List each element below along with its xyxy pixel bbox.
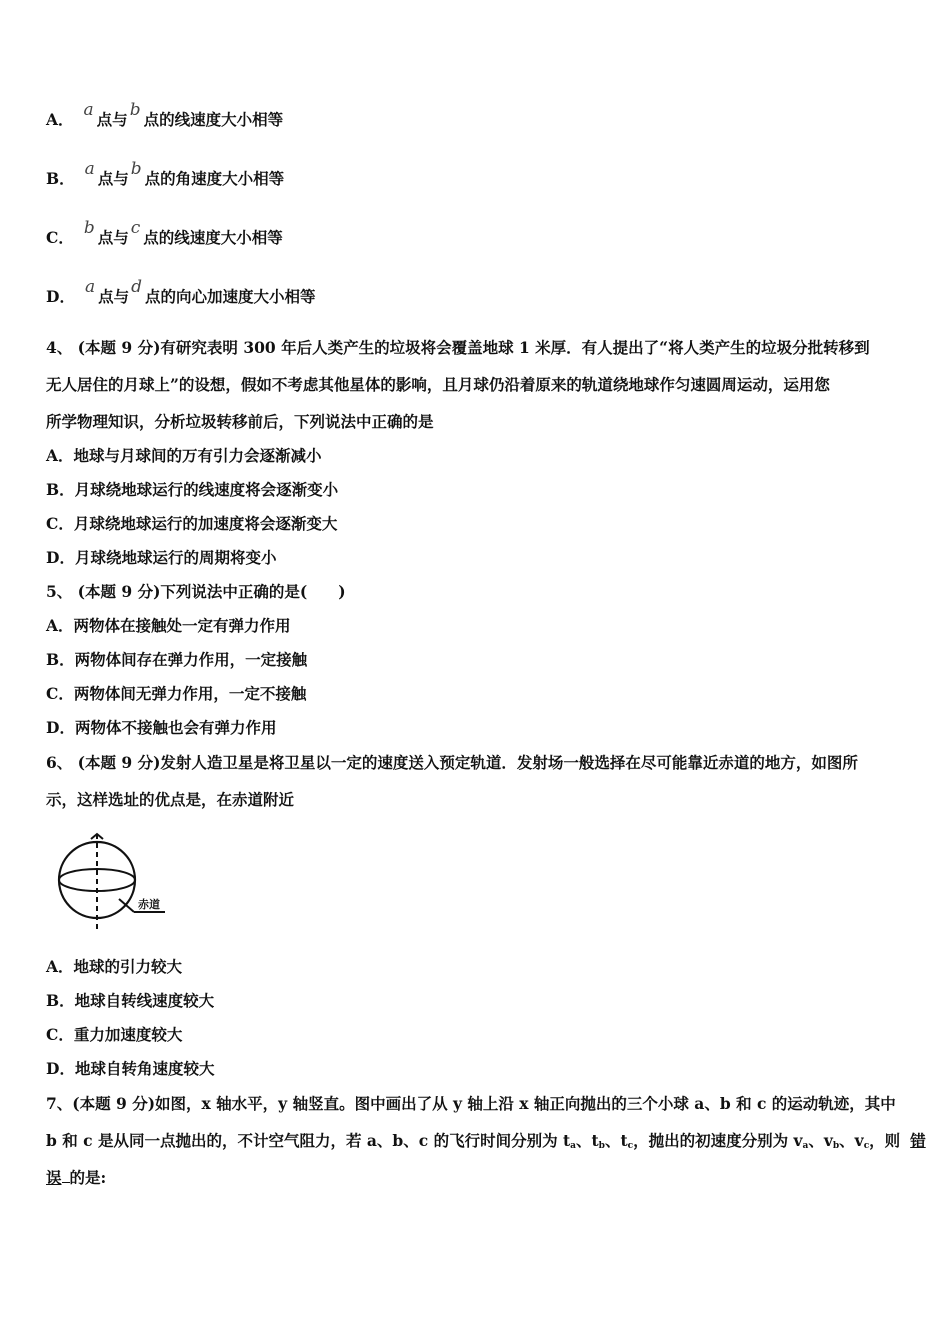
q4-option-b: B．月球绕地球运行的线速度将会逐渐变小 [46,480,339,499]
option-text: 点的向心加速度大小相等 [145,287,316,306]
variable: c [130,218,141,238]
q6-option-c: C．重力加速度较大 [46,1025,183,1044]
variable: b [83,218,95,238]
q5-stem: 5、 (本题 9 分)下列说法中正确的是( ) [46,582,346,601]
text-run: b 和 c 是从同一点抛出的，不计空气阻力，若 a、b、c 的飞行时间分别为 t [46,1131,571,1150]
option-connector: 点与 [97,169,129,188]
option-label: B． [46,169,75,188]
variable: b [130,159,142,179]
q5-option-d: D．两物体不接触也会有弹力作用 [46,718,277,737]
option-connector: 点与 [97,228,129,247]
text-run: 、t [604,1131,628,1150]
earth-equator-figure [52,832,172,932]
variable: b [129,100,141,120]
option-connector: 点与 [98,287,130,306]
text-run: 、v [839,1131,864,1150]
q6-stem-line1: 6、 (本题 9 分)发射人造卫星是将卫星以一定的速度送入预定轨道．发射场一般选择在尽可能靠近赤道的地方，如图所 [46,753,858,772]
text-run: 、t [575,1131,599,1150]
variable: d [131,277,142,297]
option-label: C． [46,228,74,247]
text-run: 的是: [69,1168,107,1187]
q7-stem-line1: 7、(本题 9 分)如图，x 轴水平，y 轴竖直。图中画出了从 y 轴上沿 x 轴正向抛出的三个小球 a、b 和 c 的运动轨迹，其中 [46,1094,896,1113]
subscript: a [802,1141,809,1151]
q6-option-d: D．地球自转角速度较大 [46,1059,215,1078]
option-text: 点的线速度大小相等 [143,228,283,247]
option-text: 点的线速度大小相等 [143,110,284,129]
q5-option-a: A．两物体在接触处一定有弹力作用 [46,616,291,635]
subscript: b [832,1141,840,1151]
subscript: a [570,1141,576,1151]
q4-stem-line1: 4、 (本题 9 分)有研究表明 300 年后人类产生的垃圾将会覆盖地球 1 米厚．有人提出了“将人类产生的垃圾分批转移到 [46,338,870,357]
option-label: D． [46,287,75,306]
text-run: 、v [808,1131,833,1150]
q5-option-b: B．两物体间存在弹力作用，一定接触 [46,650,308,669]
q7-stem-line3 [46,1168,106,1188]
text-run: ，则 [869,1131,901,1150]
emphasis-text: 错 [910,1131,926,1150]
variable: a [84,277,96,297]
variable: a [83,100,94,120]
equator-label: 赤道 [138,898,160,911]
option-connector: 点与 [96,110,128,129]
q4-stem-line2: 无人居住的月球上”的设想，假如不考虑其他星体的影响，且月球仍沿着原来的轨道绕地球作匀速圆周运动，运用您 [46,375,830,394]
q3-option-c [46,218,283,248]
q6-stem-line2: 示，这样选址的优点是，在赤道附近 [46,790,295,809]
q4-option-c: C．月球绕地球运行的加速度将会逐渐变大 [46,514,338,533]
emphasis-text: 误 [46,1168,62,1187]
subscript: c [627,1141,634,1151]
option-label: A． [46,110,74,129]
text-run: ，抛出的初速度分别为 v [633,1131,803,1150]
q3-option-d [46,277,316,307]
q7-stem-line2 [46,1131,926,1156]
variable: a [84,159,95,179]
option-text: 点的角速度大小相等 [144,169,285,188]
q4-option-d: D．月球绕地球运行的周期将变小 [46,548,277,567]
q6-option-a: A．地球的引力较大 [46,957,183,976]
q4-option-a: A．地球与月球间的万有引力会逐渐减小 [46,446,322,465]
subscript: c [863,1141,870,1151]
q3-option-b [46,159,285,189]
q6-option-b: B．地球自转线速度较大 [46,991,215,1010]
q3-option-a [46,100,284,130]
q5-option-c: C．两物体间无弹力作用，一定不接触 [46,684,307,703]
q4-stem-line3: 所学物理知识，分析垃圾转移前后，下列说法中正确的是 [46,412,434,431]
subscript: b [598,1141,605,1151]
